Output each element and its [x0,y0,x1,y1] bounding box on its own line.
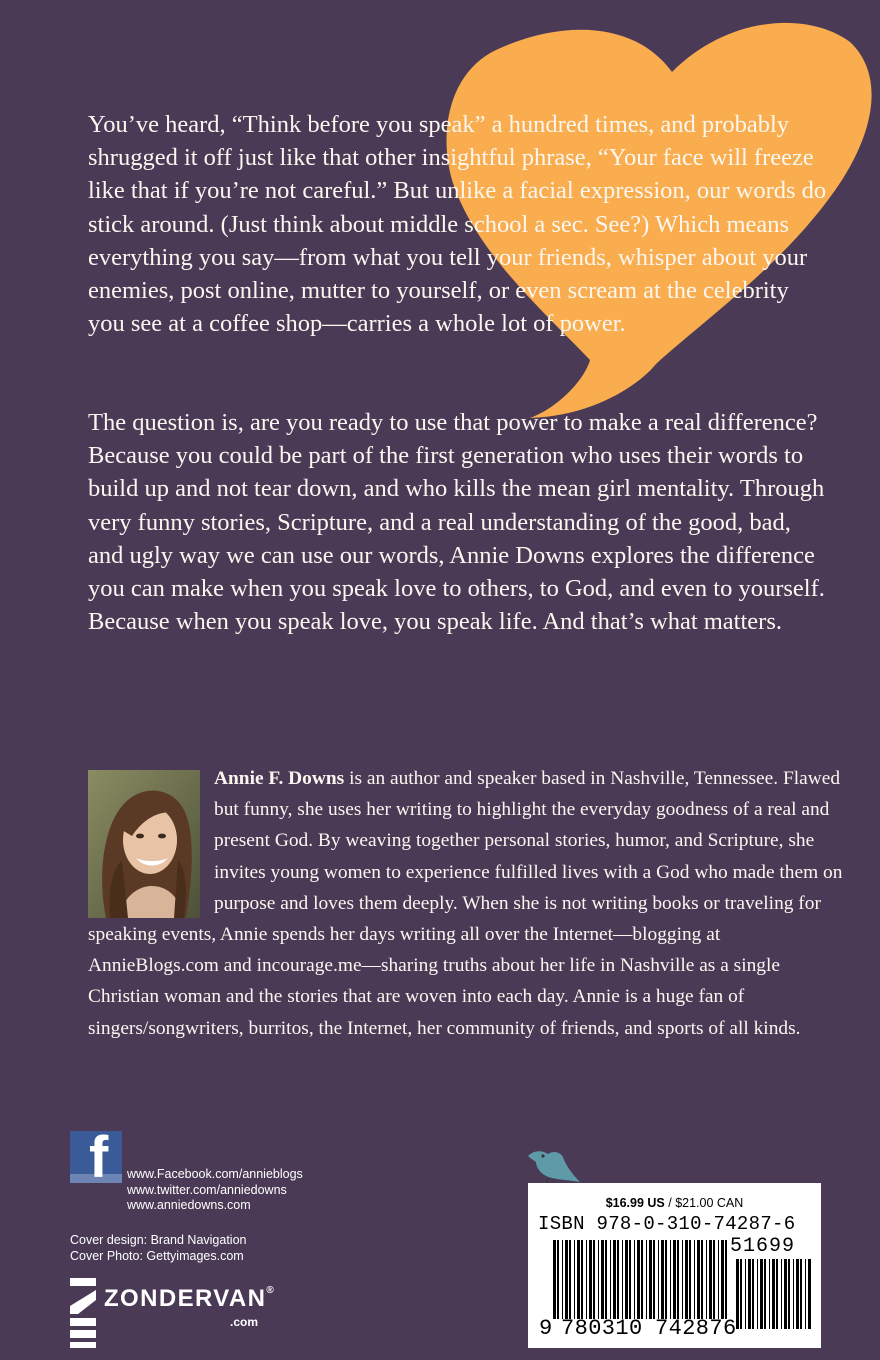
barcode-panel [528,1183,821,1348]
addon-bar [764,1259,766,1329]
addon-bar [800,1259,802,1329]
ean-bar [653,1240,655,1319]
publisher-name [104,1285,274,1313]
ean-bar [701,1240,703,1319]
publisher-name-text: ZONDERVAN [104,1285,267,1312]
addon-bar [772,1259,775,1329]
addon-bar [788,1259,790,1329]
ean-bar [622,1240,623,1319]
ean-bar [601,1240,604,1319]
ean-bar [553,1240,556,1319]
addon-bar [769,1259,770,1329]
ean-bar [725,1240,727,1319]
ean-bar [658,1240,659,1319]
ean-bar [629,1240,631,1319]
author-name: Annie F. Downs [214,768,345,789]
price-separator: / [664,1196,676,1210]
isbn-number: ISBN 978-0-310-74287-6 [538,1213,796,1235]
addon-bar [805,1259,806,1329]
ean-number [539,1317,745,1341]
blurb-paragraph-1: You’ve heard, “Think before you speak” a hundred times, and probably shrugged it off just like that other insightful phrase, “Your face will freeze like that if you’re not careful.” But unlike a facial expression, our words do stick around. (Just think about middle school a sec. See?) Which means everything you say—from what you tell your friends, whisper about your enemies, post online, mutter to yourself, or even scream at the celebrity you see at a coffee shop—carries a whole lot of power. [88,111,827,338]
ean-bar [677,1240,679,1319]
ean-bar [577,1240,580,1319]
addon-bar [776,1259,778,1329]
publisher-logo [70,1278,310,1348]
addon-bar [808,1259,811,1329]
ean-bar [625,1240,628,1319]
ean-bar [682,1240,683,1319]
ean-bar [593,1240,595,1319]
ean-bar [569,1240,571,1319]
cover-photo-credit: Cover Photo: Gettyimages.com [70,1248,244,1263]
ean-bar [670,1240,671,1319]
ean-bar [665,1240,667,1319]
ean-bar [557,1240,559,1319]
ean-bar [565,1240,568,1319]
trademark-symbol: ® [266,1285,274,1296]
addon-bar [752,1259,754,1329]
addon-bar [757,1259,758,1329]
ean-bar [562,1240,563,1319]
ean-bar [589,1240,592,1319]
twitter-link[interactable]: www.twitter.com/anniedowns [127,1182,287,1197]
author-bio [88,763,848,1044]
ean-bar [610,1240,611,1319]
ean-bar [598,1240,599,1319]
addon-bar [784,1259,787,1329]
facebook-link[interactable]: www.Facebook.com/annieblogs [127,1167,303,1181]
addon-bar [781,1259,782,1329]
price-can: $21.00 CAN [675,1196,744,1210]
ean-bar [694,1240,695,1319]
ean-bar [605,1240,607,1319]
website-link[interactable]: www.anniedowns.com [127,1198,251,1212]
addon-bar [748,1259,751,1329]
ean-first-digit: 9 [539,1316,553,1341]
ean-bar [581,1240,583,1319]
ean-bar [613,1240,616,1319]
ean-bar [574,1240,575,1319]
addon-bar [745,1259,746,1329]
ean-bar [709,1240,712,1319]
ean-bar [649,1240,652,1319]
price-addon-number: 51699 [730,1235,796,1258]
ean-bar [661,1240,664,1319]
ean-bar [586,1240,587,1319]
ean-bar [689,1240,691,1319]
cover-design-credit: Cover design: Brand Navigation [70,1233,247,1247]
addon-bar [760,1259,763,1329]
photo-spacer [88,763,214,918]
addon-bar [793,1259,794,1329]
social-links [127,1167,303,1214]
ean-bar [697,1240,700,1319]
ean-bar [617,1240,619,1319]
price-us: $16.99 US [605,1196,665,1210]
ean-left-group: 780310 [561,1316,643,1341]
ean-bar [641,1240,643,1319]
ean-bar [721,1240,724,1319]
ean-bar [673,1240,676,1319]
blurb-paragraph-2: The question is, are you ready to use that power to make a real difference? Because you could be part of the first generation who uses their words to build up and not tear down, and who kills the mean girl mentality. Through very funny stories, Scripture, and a real understanding of the good, bad, and ugly way we can use our words, Annie Downs explores the difference you can make when you speak love to others, to God, and even to yourself. Because when you speak love, you speak life. And that’s what matters. [88,409,825,636]
addon-bar [796,1259,799,1329]
ean-bar [706,1240,707,1319]
ean-bar [646,1240,647,1319]
publisher-domain: .com [230,1315,259,1329]
zondervan-mark-icon [70,1278,96,1348]
ean-bar [685,1240,688,1319]
ean-bar [634,1240,635,1319]
ean-bar [718,1240,719,1319]
cover-credits [70,1233,247,1264]
facebook-icon[interactable] [70,1131,122,1183]
author-bio-text: is an author and speaker based in Nashville, Tennessee. Flawed but funny, she uses her writing to highlight the everyday goodness of a real and present God. By weaving together personal stories, humor, and Scripture, she invites young women to experience fulfilled lives with a God who made them on purpose and loves them deeply. When she is not writing books or traveling for speaking events, Annie spends her days writing all over the Internet—blogging at AnnieBlogs.com and incourage.me—sharing truths about her life in Nashville as a single Christian woman and the stories that are woven into each day. Annie is a huge fan of singers/songwriters, burritos, the Internet, her community of friends, and sports of all kinds. [88,768,843,1039]
ean-bar [637,1240,640,1319]
ean-right-group: 742876 [655,1316,737,1341]
ean-bar [713,1240,715,1319]
facebook-icon-glyph: f [89,1131,109,1183]
